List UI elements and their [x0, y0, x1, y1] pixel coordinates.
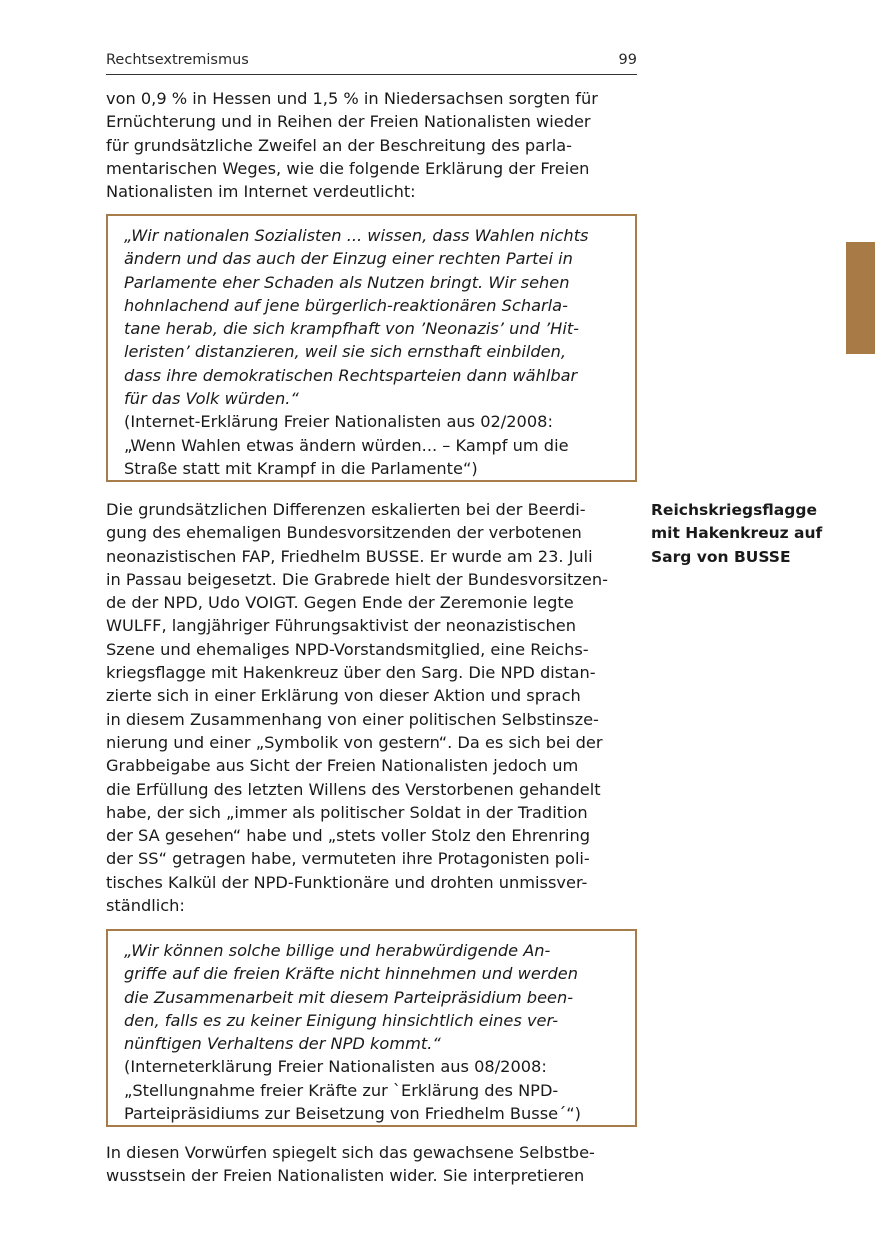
running-header [106, 50, 637, 75]
text-line: WULFF, langjähriger Führungsaktivist der neonazistischen [106, 616, 576, 636]
quote-line: den, falls es zu keiner Einigung hinsichtlich eines ver- [124, 1010, 559, 1030]
quote-line: griffe auf die freien Kräfte nicht hinnehmen und werden [124, 964, 578, 984]
text-line: habe, der sich „immer als politischer Soldat in der Tradition [106, 802, 588, 822]
paragraph-3 [106, 1141, 637, 1188]
text-line: in diesem Zusammenhang von einer politischen Selbstinsze- [106, 709, 599, 729]
margin-note-line: Sarg von BUSSE [651, 547, 791, 566]
margin-note-line: Reichskriegsflagge [651, 501, 817, 519]
quote-line: „Wir nationalen Sozialisten ... wissen, dass Wahlen nichts [124, 226, 589, 245]
quote-line: ändern und das auch der Einzug einer rechten Partei in [124, 249, 573, 269]
text-line: mentarischen Weges, wie die folgende Erklärung der Freien [106, 158, 590, 178]
text-line: Grabbeigabe aus Sicht der Freien Nationalisten jedoch um [106, 756, 579, 776]
quote-source-line: „Stellungnahme freier Kräfte zur `Erklärung des NPD- [124, 1080, 559, 1100]
text-line: Nationalisten im Internet verdeutlicht: [106, 182, 416, 202]
text-line: nierung und einer „Symbolik von gestern“. Da es sich bei der [106, 732, 603, 752]
chapter-tab-marker [846, 242, 875, 354]
text-line: neonazistischen FAP, Friedhelm BUSSE. Er wurde am 23. Juli [106, 546, 593, 566]
quote-line: tane herab, die sich krampfhaft von ’Neonazis’ und ’Hit- [124, 319, 580, 339]
text-line: für grundsätzliche Zweifel an der Beschreitung des parla- [106, 135, 573, 155]
quote-source-line: (Interneterklärung Freier Nationalisten aus 08/2008: [124, 1057, 547, 1077]
quote-line: hohnlachend auf jene bürgerlich-reaktionären Scharla- [124, 295, 568, 315]
text-line: wusstsein der Freien Nationalisten wider. Sie interpretieren [106, 1166, 585, 1186]
paragraph-2 [106, 498, 637, 917]
quote-line: dass ihre demokratischen Rechtsparteien dann wählbar [124, 365, 578, 385]
quote-box-1 [106, 214, 637, 482]
quote-line: leristen’ distanzieren, weil sie sich ernsthaft einbilden, [124, 342, 567, 362]
quote-source-line: „Wenn Wahlen etwas ändern würden... – Kampf um die [124, 435, 569, 455]
text-line: von 0,9 % in Hessen und 1,5 % in Niedersachsen sorgten für [106, 89, 598, 108]
quote-source-line: Parteipräsidiums zur Beisetzung von Friedhelm Busse´“) [124, 1104, 581, 1124]
text-line: tisches Kalkül der NPD-Funktionäre und drohten unmissver- [106, 872, 588, 892]
text-line: der SS“ getragen habe, vermuteten ihre Protagonisten poli- [106, 849, 590, 869]
text-line: Ernüchterung und in Reihen der Freien Nationalisten wieder [106, 112, 591, 132]
text-line: gung des ehemaligen Bundesvorsitzenden der verbotenen [106, 523, 582, 543]
text-line: Szene und ehemaliges NPD-Vorstandsmitglied, eine Reichs- [106, 639, 589, 659]
paragraph-1 [106, 87, 637, 203]
quote-source-line: Straße statt mit Krampf in die Parlamente“) [124, 458, 478, 478]
text-line: de der NPD, Udo VOIGT. Gegen Ende der Zeremonie legte [106, 593, 574, 613]
quote-line: „Wir können solche billige und herabwürdigende An- [124, 941, 551, 960]
text-line: zierte sich in einer Erklärung von dieser Aktion und sprach [106, 686, 581, 706]
text-line: ständlich: [106, 896, 185, 916]
running-title: Rechtsextremismus [106, 52, 249, 68]
text-line: die Erfüllung des letzten Willens des Verstorbenen gehandelt [106, 779, 601, 799]
quote-line: die Zusammenarbeit mit diesem Parteipräsidium been- [124, 987, 574, 1007]
margin-note [651, 499, 851, 569]
text-line: in Passau beigesetzt. Die Grabrede hielt der Bundesvorsitzen- [106, 569, 608, 589]
text-line: kriegsflagge mit Hakenkreuz über den Sarg. Die NPD distan- [106, 663, 596, 683]
text-line: In diesen Vorwürfen spiegelt sich das gewachsene Selbstbe- [106, 1143, 595, 1162]
quote-line: für das Volk würden.“ [124, 389, 299, 409]
page-number: 99 [618, 52, 637, 68]
text-line: Die grundsätzlichen Differenzen eskalierten bei der Beerdi- [106, 500, 586, 519]
quote-box-2 [106, 929, 637, 1127]
quote-line: nünftigen Verhaltens der NPD kommt.“ [124, 1034, 441, 1054]
quote-line: Parlamente eher Schaden als Nutzen bringt. Wir sehen [124, 272, 570, 292]
margin-note-line: mit Hakenkreuz auf [651, 524, 823, 543]
text-line: der SA gesehen“ habe und „stets voller Stolz den Ehrenring [106, 826, 591, 846]
quote-source-line: (Internet-Erklärung Freier Nationalisten aus 02/2008: [124, 412, 553, 432]
